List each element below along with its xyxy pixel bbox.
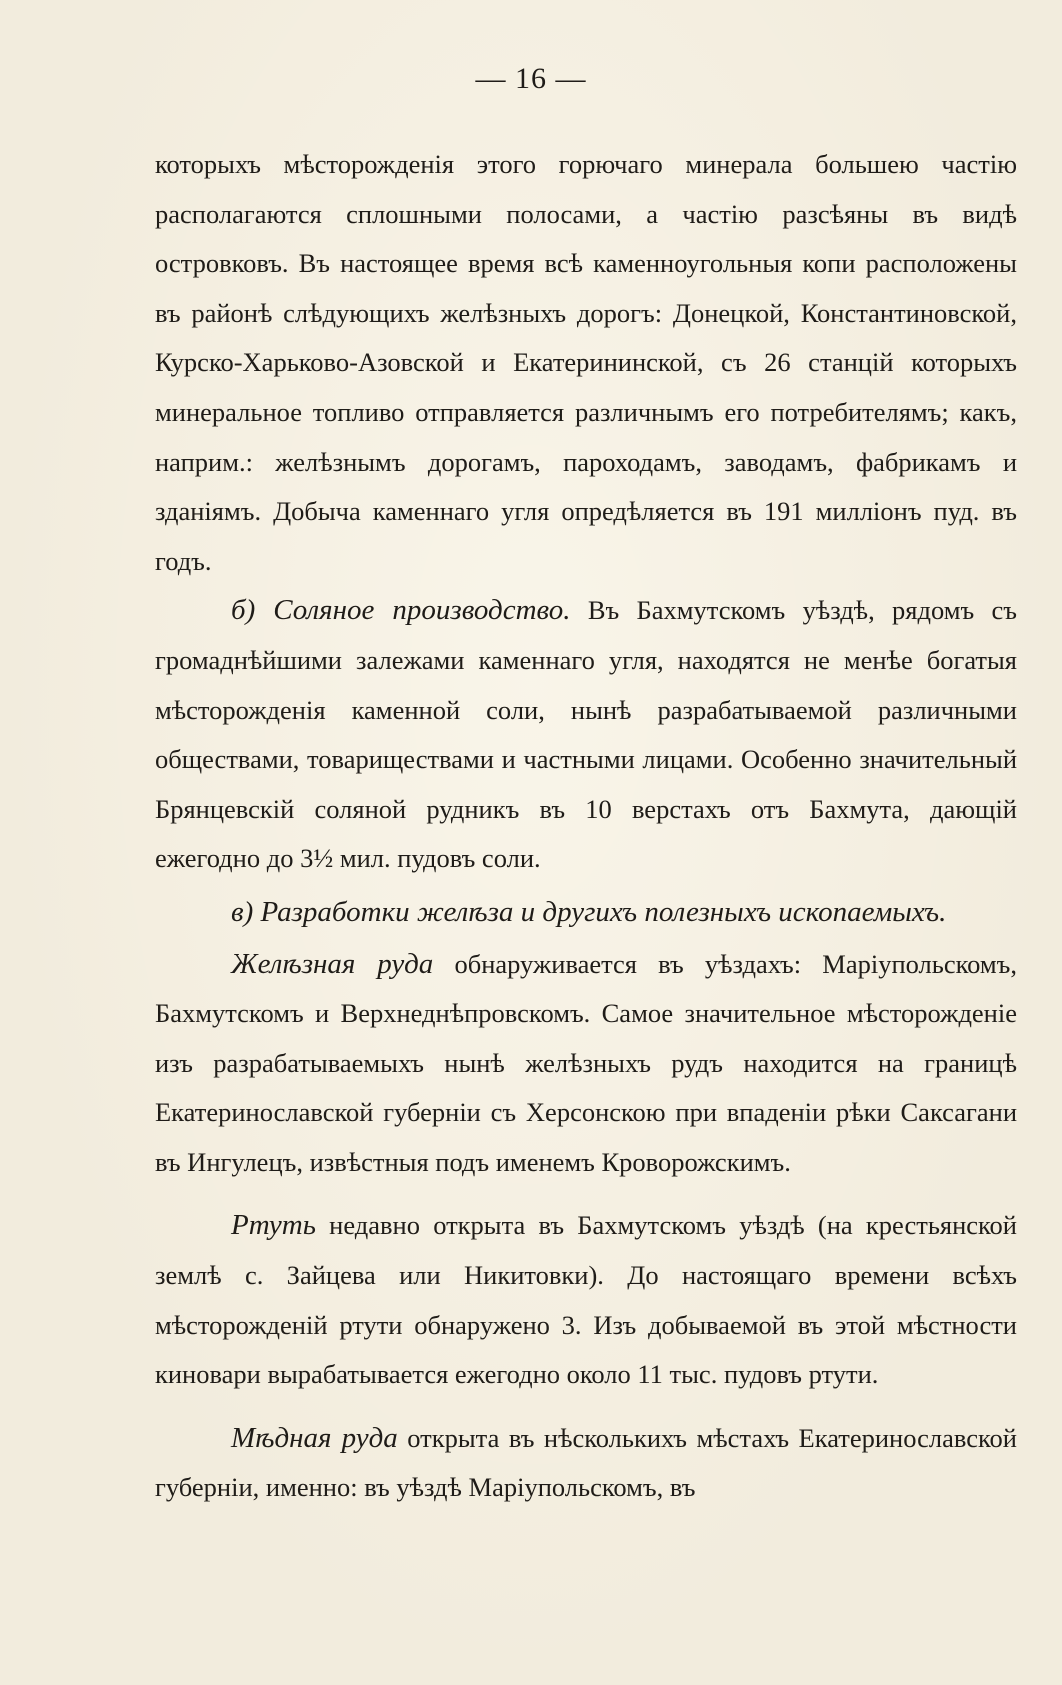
section-heading-minerals <box>155 888 1017 938</box>
paragraph-text: которыхъ мѣсторожденія этого горючаго минерала большею частію располагаются сплошными полосами, а частію разсѣяны въ видѣ островковъ. Въ настоящее время всѣ каменноугольныя копи расположены въ районѣ слѣдующихъ желѣзныхъ дорогъ: Донецкой, Константиновской, Курско-Харьково-Азовской и Екатерининской, съ 26 станцій которыхъ минеральное топливо отправляется различнымъ его потребителямъ; какъ, наприм.: желѣзнымъ дорогамъ, пароходамъ, заводамъ, фабрикамъ и зданіямъ. Добыча каменнаго угля опредѣляется въ 191 милліонъ пуд. въ годъ. <box>155 149 1017 576</box>
term-iron-ore: Желѣзная руда <box>231 947 434 980</box>
paragraph-mercury <box>155 1201 1017 1399</box>
term-copper-ore: Мѣдная руда <box>231 1421 398 1454</box>
paragraph-text: недавно открыта въ Бахмутскомъ уѣздѣ (на крестьянской землѣ с. Зайцева или Никитовки). До настоящаго времени всѣхъ мѣсторожденій ртути обнаружено 3. Изъ добываемой въ этой мѣстности киновари вырабатывается ежегодно около 11 тыс. пудовъ ртути. <box>155 1210 1017 1390</box>
term-mercury: Ртуть <box>231 1209 316 1242</box>
body-text <box>155 140 1017 1513</box>
paragraph-salt <box>155 586 1017 884</box>
paragraph-iron <box>155 940 1017 1188</box>
page-number: — 16 — <box>475 62 587 95</box>
section-heading-salt: б) Соляное производство. <box>231 594 571 627</box>
paragraph-coal <box>155 140 1017 586</box>
paragraph-copper <box>155 1414 1017 1513</box>
paragraph-text: Въ Бахмутскомъ уѣздѣ, рядомъ съ громаднѣйшими залежами каменнаго угля, находятся не менѣе богатыя мѣсторожденія каменной соли, нынѣ разрабатываемой различными обществами, товариществами и частными лицами. Особенно значительный Брянцевскій соляной рудникъ въ 10 верстахъ отъ Бахмута, дающій ежегодно до 3½ мил. пудовъ соли. <box>155 595 1017 874</box>
section-heading-minerals-text: в) Разработки желѣза и другихъ полезныхъ ископаемыхъ. <box>231 895 947 928</box>
paragraph-text: обнаруживается въ уѣздахъ: Маріупольскомъ, Бахмутскомъ и Верхнеднѣпровскомъ. Самое значительное мѣсторожденіе изъ разрабатываемыхъ нынѣ желѣзныхъ рудъ находится на границѣ Екатеринославской губерніи съ Херсонскою при впаденіи рѣки Саксагани въ Ингулецъ, извѣстныя подъ именемъ Кроворожскимъ. <box>155 948 1017 1177</box>
paragraph-text: открыта въ нѣсколькихъ мѣстахъ Екатеринославской губерніи, именно: въ уѣздѣ Маріупольскомъ, въ <box>155 1422 1017 1503</box>
